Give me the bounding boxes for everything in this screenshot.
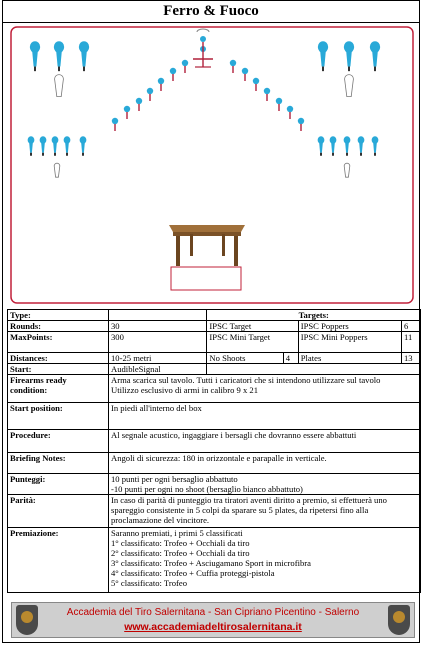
plate-icon <box>287 106 293 119</box>
row-label: Start position: <box>8 403 109 430</box>
target-name: No Shoots <box>207 353 283 364</box>
plate-icon <box>298 118 304 131</box>
no-shoot-icon <box>345 75 354 97</box>
page-title: Ferro & Fuoco <box>3 1 419 23</box>
plate-icon <box>230 60 236 73</box>
maxpoints-value: 300 <box>109 332 207 353</box>
popper-icon <box>372 136 379 156</box>
start-label: Start: <box>8 364 109 375</box>
popper-icon <box>30 41 40 71</box>
plate-icon <box>112 118 118 131</box>
stage-info-table <box>7 309 421 593</box>
row-label: Procedure: <box>8 430 109 453</box>
plate-icon <box>124 106 130 119</box>
shooting-box <box>171 267 241 290</box>
row-value: In caso di parità di punteggio tra tiratori aventi diritto a premio, si effettuerà uno spareggio consistente in 5 colpi da sparare su 5 plates, da ripetersi fino alla proclamazione del vincitore. <box>109 495 421 528</box>
start-value: AudibleSignal <box>109 364 207 375</box>
popper-icon <box>318 136 325 156</box>
popper-icon <box>344 136 351 156</box>
target-name: IPSC Target <box>207 321 298 332</box>
rounds-label: Rounds: <box>8 321 109 332</box>
row-label: Briefing Notes: <box>8 453 109 474</box>
plate-icon <box>264 88 270 101</box>
row-label: Firearms ready condition: <box>8 375 109 403</box>
type-label: Type: <box>8 310 109 321</box>
plate-icon <box>147 88 153 101</box>
popper-icon <box>330 136 337 156</box>
no-shoot-icon <box>55 75 64 97</box>
popper-icon <box>52 136 59 156</box>
row-value: Al segnale acustico, ingaggiare i bersagli che dovranno essere abbattuti <box>109 430 421 453</box>
popper-icon <box>64 136 71 156</box>
row-label: Punteggi: <box>8 474 109 495</box>
popper-icon <box>79 41 89 71</box>
rounds-value: 30 <box>109 321 207 332</box>
row-value: Saranno premiati, i primi 5 classificati 1° classificato: Trofeo + Occhiali da tiro 2° classificato: Trofeo + Occhiali da tiro 3° classificato: Trofeo + Asciugamano Sport in microfibra 4° classificato: Trofeo + Cuffia proteggi-pistola 5° classificato: Trofeo <box>109 528 421 593</box>
maxpoints-label: MaxPoints: <box>8 332 109 353</box>
popper-icon <box>28 136 35 156</box>
popper-icon <box>358 136 365 156</box>
target-name: IPSC Poppers <box>298 321 401 332</box>
popper-icon <box>80 136 87 156</box>
plate-icon <box>242 68 248 81</box>
target-count: 6 <box>402 321 421 332</box>
distances-label: Distances: <box>8 353 109 364</box>
targets-label: Targets: <box>207 310 421 321</box>
stage-sheet <box>2 0 420 643</box>
footer-banner <box>11 602 415 638</box>
arena-border <box>11 27 413 303</box>
row-value: In piedi all'interno del box <box>109 403 421 430</box>
plate-icon <box>182 60 188 73</box>
shooting-table-icon <box>169 225 245 266</box>
target-count: 13 <box>402 353 421 364</box>
target-name: Plates <box>298 353 401 364</box>
plate-icon <box>170 68 176 81</box>
row-value: Arma scarica sul tavolo. Tutti i caricatori che si intendono utilizzare sul tavolo Utilizzo esclusivo di armi in calibro 9 x 21 <box>109 375 421 403</box>
popper-icon <box>40 136 47 156</box>
plate-icon <box>276 98 282 111</box>
distances-value: 10-25 metri <box>109 353 207 364</box>
no-shoot-icon <box>344 163 350 177</box>
row-label: Premiazione: <box>8 528 109 593</box>
targets-layer <box>28 29 381 177</box>
popper-icon <box>54 41 64 71</box>
popper-icon <box>370 41 380 71</box>
row-label: Parità: <box>8 495 109 528</box>
plate-icon <box>253 78 259 91</box>
target-name: IPSC Mini Poppers <box>298 332 401 353</box>
target-count: 4 <box>283 353 298 364</box>
row-value: Angoli di sicurezza: 180 in orizzontale e parapalle in verticale. <box>109 453 421 474</box>
no-shoot-icon <box>54 163 60 177</box>
target-count: 11 <box>402 332 421 353</box>
plate-icon <box>158 78 164 91</box>
row-value: 10 punti per ogni bersaglio abbattuto -10 punti per ogni no shoot (bersaglio bianco abbattuto) <box>109 474 421 495</box>
footer-academy-name: Accademia del Tiro Salernitana - San Cipriano Picentino - Salerno <box>66 607 360 618</box>
target-name: IPSC Mini Target <box>207 332 298 353</box>
stage-drawing <box>9 25 415 305</box>
popper-icon <box>318 41 328 71</box>
footer-website-link[interactable]: www.accademiadeltirosalernitana.it <box>124 621 302 633</box>
popper-icon <box>344 41 354 71</box>
plate-icon <box>136 98 142 111</box>
stage-diagram <box>9 25 415 305</box>
plate-rack-icon <box>193 29 213 67</box>
type-value <box>109 310 207 321</box>
